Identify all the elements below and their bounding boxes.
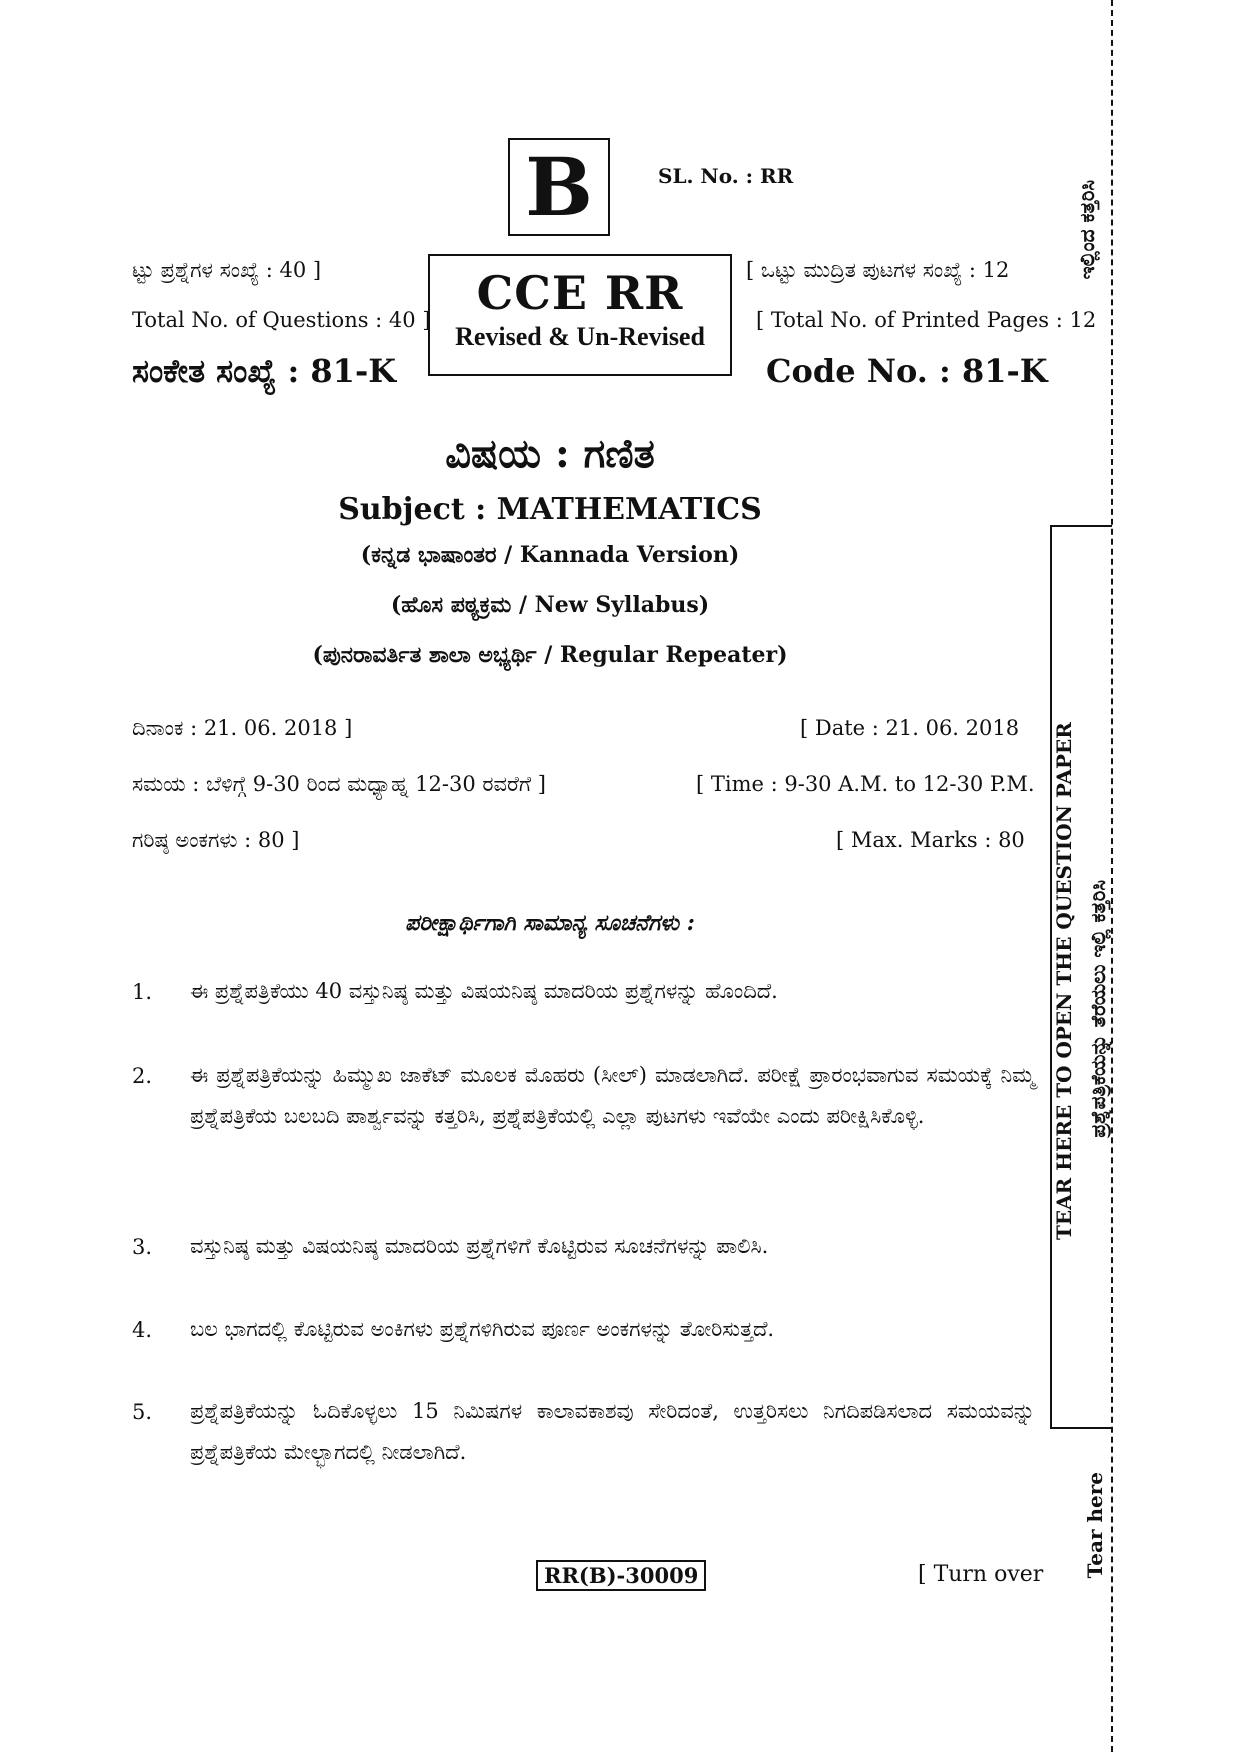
instruction-text: ವಸ್ತುನಿಷ್ಠ ಮತ್ತು ವಿಷಯನಿಷ್ಠ ಮಾದರಿಯ ಪ್ರಶ್ನೆಗಳಿಗೆ ಕೊಟ್ಟಿರುವ ಸೂಚನೆಗಳನ್ನು ಪಾಲಿಸಿ. bbox=[190, 1234, 769, 1258]
instruction-number: 1. bbox=[132, 980, 153, 1004]
version-line: (ಕನ್ನಡ ಭಾಷಾಂತರ / Kannada Version) bbox=[360, 542, 740, 568]
tear-open-label: TEAR HERE TO OPEN THE QUESTION PAPER bbox=[1052, 722, 1076, 1240]
cut-here-label-kn: ಇಲ್ಲಿಂದ ಕತ್ತರಿಸಿ bbox=[1075, 180, 1099, 280]
date-kn: ದಿನಾಂಕ : 21. 06. 2018 ] bbox=[132, 716, 353, 740]
subject-kannada: ವಿಷಯ : ಗಣಿತ bbox=[445, 430, 655, 477]
instruction-number: 4. bbox=[132, 1318, 153, 1342]
date-en: [ Date : 21. 06. 2018 bbox=[800, 716, 1020, 740]
exam-subtitle: Revised & Un-Revised bbox=[455, 322, 705, 351]
total-pages-en: [ Total No. of Printed Pages : 12 bbox=[756, 308, 1097, 332]
total-questions-kn: ಟ್ಟು ಪ್ರಶ್ನೆಗಳ ಸಂಖ್ಯೆ : 40 ] bbox=[132, 258, 322, 282]
time-kn: ಸಮಯ : ಬೆಳಿಗ್ಗೆ 9-30 ರಿಂದ ಮಧ್ಯಾಹ್ನ 12-30 ರವರೆಗೆ ] bbox=[132, 772, 546, 796]
code-number-kn: ಸಂಕೇತ ಸಂಖ್ಯೆ : 81-K bbox=[132, 352, 397, 390]
max-marks-en: [ Max. Marks : 80 bbox=[836, 828, 1025, 852]
tear-here-label: Tear here bbox=[1083, 1472, 1107, 1579]
subject-english: Subject : MATHEMATICS bbox=[338, 492, 762, 527]
total-questions-en: Total No. of Questions : 40 ] bbox=[132, 308, 431, 332]
time-en: [ Time : 9-30 A.M. to 12-30 P.M. bbox=[696, 772, 1035, 796]
instructions-title: ಪರೀಕ್ಷಾರ್ಥಿಗಾಗಿ ಸಾಮಾನ್ಯ ಸೂಚನೆಗಳು : bbox=[405, 910, 695, 936]
exam-title: CCE RR bbox=[476, 266, 684, 320]
instruction-text: ಈ ಪ್ರಶ್ನೆಪತ್ರಿಕೆಯು 40 ವಸ್ತುನಿಷ್ಠ ಮತ್ತು ವಿಷಯನಿಷ್ಠ ಮಾದರಿಯ ಪ್ರಶ್ನೆಗಳನ್ನು ಹೊಂದಿದೆ. bbox=[190, 979, 778, 1003]
instruction-number: 2. bbox=[132, 1064, 153, 1088]
instruction-number: 3. bbox=[132, 1235, 153, 1259]
tear-open-label-kn: ಪ್ರಶ್ನೆಪತ್ರಿಕೆಯನ್ನು ತೆರೆಯಲು ಇಲ್ಲಿ ಕತ್ತರಿಸಿ bbox=[1086, 880, 1110, 1138]
instruction-text: ಪ್ರಶ್ನೆಪತ್ರಿಕೆಯನ್ನು ಓದಿಕೊಳ್ಳಲು 15 ನಿಮಿಷಗಳ ಕಾಲಾವಕಾಶವು ಸೇರಿದಂತೆ, ಉತ್ತರಿಸಲು ನಿಗದಿಪಡಿಸಲಾದ ಸಮಯವನ್ನು ಪ್ರಶ್ನೆಪತ್ರಿಕೆಯ ಮೇಲ್ಭಾಗದಲ್ಲಿ ನೀಡಲಾಗಿದೆ. bbox=[190, 1399, 1035, 1464]
code-number-en: Code No. : 81-K bbox=[766, 352, 1048, 390]
candidate-line: (ಪುನರಾವರ್ತಿತ ಶಾಲಾ ಅಭ್ಯರ್ಥಿ / Regular Repeater) bbox=[312, 642, 788, 668]
instruction-text: ಬಲ ಭಾಗದಲ್ಲಿ ಕೊಟ್ಟಿರುವ ಅಂಕಿಗಳು ಪ್ರಶ್ನೆಗಳಿಗಿರುವ ಪೂರ್ಣ ಅಂಕಗಳನ್ನು ತೋರಿಸುತ್ತದೆ. bbox=[190, 1317, 775, 1341]
instruction-text: ಈ ಪ್ರಶ್ನೆಪತ್ರಿಕೆಯನ್ನು ಹಿಮ್ಮುಖ ಜಾಕೆಟ್ ಮೂಲಕ ಮೊಹರು (ಸೀಲ್) ಮಾಡಲಾಗಿದೆ. ಪರೀಕ್ಷೆ ಪ್ರಾರಂಭವಾಗುವ ಸಮಯಕ್ಕೆ ನಿಮ್ಮ ಪ್ರಶ್ನೆಪತ್ರಿಕೆಯ ಬಲಬದಿ ಪಾರ್ಶ್ವವನ್ನು ಕತ್ತರಿಸಿ, ಪ್ರಶ್ನೆಪತ್ರಿಕೆಯಲ್ಲಿ ಎಲ್ಲಾ ಪುಟಗಳು ಇವೆಯೇ ಎಂದು ಪರೀಕ್ಷಿಸಿಕೊಳ್ಳಿ. bbox=[190, 1063, 1035, 1128]
serial-number: SL. No. : RR bbox=[658, 164, 794, 188]
series-box bbox=[508, 138, 610, 236]
instruction-number: 5. bbox=[132, 1400, 153, 1424]
paper-code: RR(B)-30009 bbox=[536, 1560, 706, 1591]
max-marks-kn: ಗರಿಷ್ಠ ಅಂಕಗಳು : 80 ] bbox=[132, 828, 300, 852]
syllabus-line: (ಹೊಸ ಪಠ್ಯಕ್ರಮ / New Syllabus) bbox=[390, 592, 710, 618]
series-letter: B bbox=[525, 140, 593, 234]
exam-title-box bbox=[428, 254, 732, 376]
turn-over: [ Turn over bbox=[918, 1562, 1044, 1587]
total-pages-kn: [ ಒಟ್ಟು ಮುದ್ರಿತ ಪುಟಗಳ ಸಂಖ್ಯೆ : 12 bbox=[746, 258, 1010, 282]
